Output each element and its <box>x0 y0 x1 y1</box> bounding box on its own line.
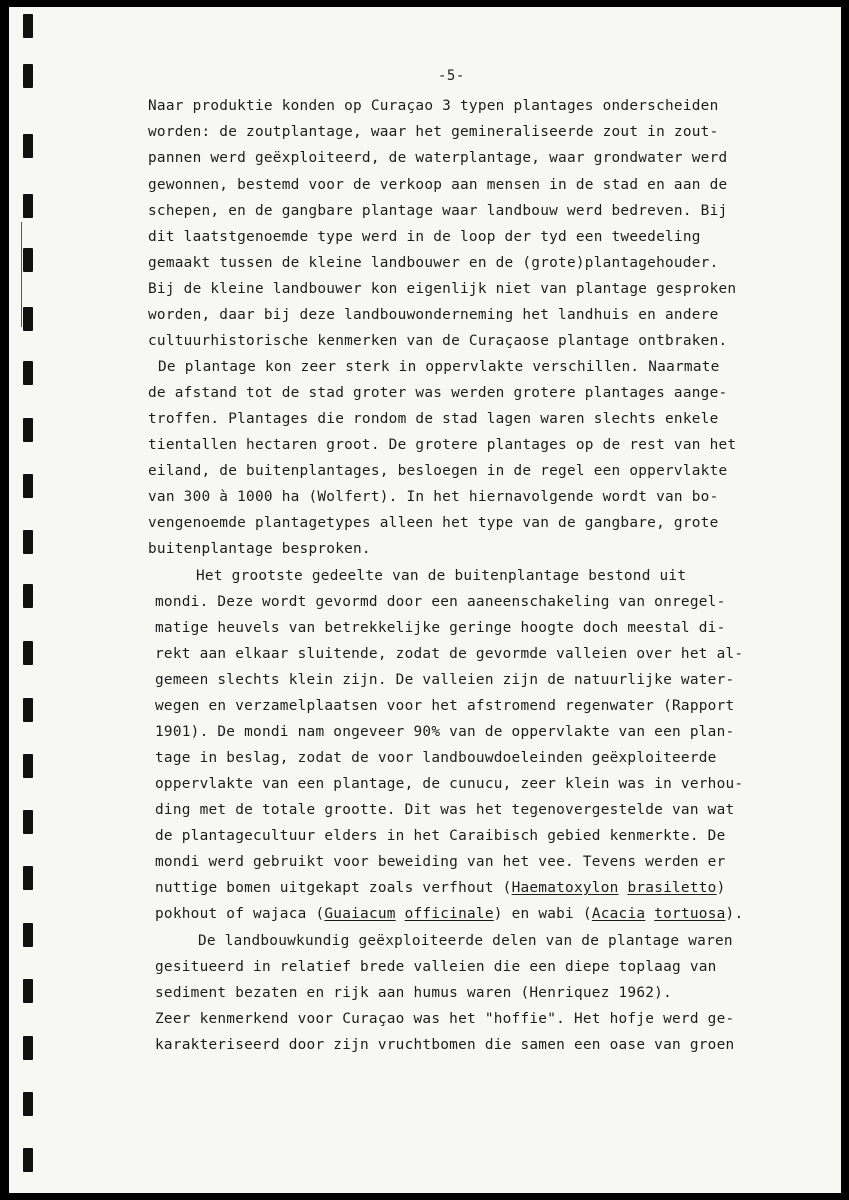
text-line: worden: de zoutplantage, waar het gemineraliseerde zout in zout- <box>148 124 719 140</box>
text-line: De plantage kon zeer sterk in oppervlakte verschillen. Naarmate <box>158 359 720 375</box>
binder-hole <box>23 530 33 554</box>
binder-hole <box>23 307 33 331</box>
text-line: vengenoemde plantagetypes alleen het type van de gangbare, grote <box>148 515 719 531</box>
binder-hole <box>23 923 33 947</box>
binder-hole <box>23 866 33 890</box>
binder-hole <box>23 698 33 722</box>
text-segment <box>645 906 654 922</box>
text-line: 1901). De mondi nam ongeveer 90% van de oppervlakte van een plan- <box>155 724 735 740</box>
text-segment: ) en wabi ( <box>493 906 592 922</box>
binder-hole <box>23 641 33 665</box>
text-line: tientallen hectaren groot. De grotere plantages op de rest van het <box>148 437 737 453</box>
text-line: gemaakt tussen de kleine landbouwer en de (grote)plantagehouder. <box>148 255 719 271</box>
genus-name: Haematoxylon <box>511 880 619 896</box>
binder-hole <box>23 248 33 272</box>
binder-hole <box>23 64 33 88</box>
binder-hole <box>23 584 33 608</box>
text-line: buitenplantage besproken. <box>148 541 371 557</box>
text-segment: pokhout of wajaca ( <box>155 906 325 922</box>
text-segment: nuttige bomen uitgekapt zoals verfhout ( <box>155 880 512 896</box>
text-line: cultuurhistorische kenmerken van de Curaçaose plantage ontbraken. <box>148 333 728 349</box>
binder-hole <box>23 14 33 38</box>
text-line: worden, daar bij deze landbouwonderneming het landhuis en andere <box>148 307 719 323</box>
text-line: troffen. Plantages die rondom de stad lagen waren slechts enkele <box>148 411 719 427</box>
text-line: karakteriseerd door zijn vruchtbomen die samen een oase van groen <box>155 1037 735 1053</box>
text-line: sediment bezaten en rijk aan humus waren (Henriquez 1962). <box>155 985 673 1001</box>
binder-hole <box>23 1148 33 1172</box>
species-name: officinale <box>404 906 494 922</box>
text-line: gemeen slechts klein zijn. De valleien zijn de natuurlijke water- <box>155 672 735 688</box>
text-line: van 300 à 1000 ha (Wolfert). In het hiernavolgende wordt van bo- <box>148 489 719 505</box>
text-line: matige heuvels van betrekkelijke geringe hoogte doch meestal di- <box>155 620 726 636</box>
text-line <box>155 905 743 923</box>
text-line <box>155 879 726 897</box>
text-line: Bij de kleine landbouwer kon eigenlijk niet van plantage gesproken <box>148 281 737 297</box>
species-name: brasiletto <box>627 880 717 896</box>
page-number: -5- <box>438 68 465 84</box>
binder-hole <box>23 810 33 834</box>
binder-hole <box>23 474 33 498</box>
text-line: gesitueerd in relatief brede valleien die een diepe toplaag van <box>155 959 717 975</box>
text-line: Het grootste gedeelte van de buitenplantage bestond uit <box>196 568 687 584</box>
text-segment: ). <box>725 906 744 922</box>
text-line: rekt aan elkaar sluitende, zodat de gevormde valleien over het al- <box>155 646 744 662</box>
text-line: de afstand tot de stad groter was werden grotere plantages aange- <box>148 385 728 401</box>
text-segment: ) <box>716 880 726 896</box>
text-line: wegen en verzamelplaatsen voor het afstromend regenwater (Rapport <box>155 698 735 714</box>
text-line: Naar produktie konden op Curaçao 3 typen plantages onderscheiden <box>148 98 719 114</box>
text-line: mondi werd gebruikt voor beweiding van het vee. Tevens werden er <box>155 854 726 870</box>
text-line: pannen werd geëxploiteerd, de waterplantage, waar grondwater werd <box>148 150 728 166</box>
text-line: mondi. Deze wordt gevormd door een aaneenschakeling van onregel- <box>155 594 726 610</box>
text-line: De landbouwkundig geëxploiteerde delen van de plantage waren <box>198 933 733 949</box>
genus-name: Acacia <box>591 906 646 922</box>
species-name: tortuosa <box>654 906 726 922</box>
text-line: ding met de totale grootte. Dit was het tegenovergestelde van wat <box>155 802 735 818</box>
binder-hole <box>23 979 33 1003</box>
binder-hole <box>23 361 33 385</box>
binder-hole <box>23 134 33 158</box>
text-line: de plantagecultuur elders in het Caraibisch gebied kenmerkte. De <box>155 828 726 844</box>
text-line: eiland, de buitenplantages, besloegen in de regel een oppervlakte <box>148 463 728 479</box>
text-line: Zeer kenmerkend voor Curaçao was het "hoffie". Het hofje werd ge- <box>155 1011 735 1027</box>
margin-rule <box>21 222 22 327</box>
text-line: oppervlakte van een plantage, de cunucu, zeer klein was in verhou- <box>155 776 744 792</box>
text-line: tage in beslag, zodat de voor landbouwdoeleinden geëxploiteerde <box>155 750 717 766</box>
text-segment <box>396 906 405 922</box>
text-line: dit laatstgenoemde type werd in de loop der tyd een tweedeling <box>148 229 701 245</box>
text-line: gewonnen, bestemd voor de verkoop aan mensen in de stad en aan de <box>148 177 728 193</box>
genus-name: Guaiacum <box>324 906 396 922</box>
binder-hole <box>23 754 33 778</box>
binder-hole <box>23 194 33 218</box>
binder-hole <box>23 418 33 442</box>
binder-hole <box>23 1036 33 1060</box>
binder-hole <box>23 1092 33 1116</box>
text-line: schepen, en de gangbare plantage waar landbouw werd bedreven. Bij <box>148 203 728 219</box>
